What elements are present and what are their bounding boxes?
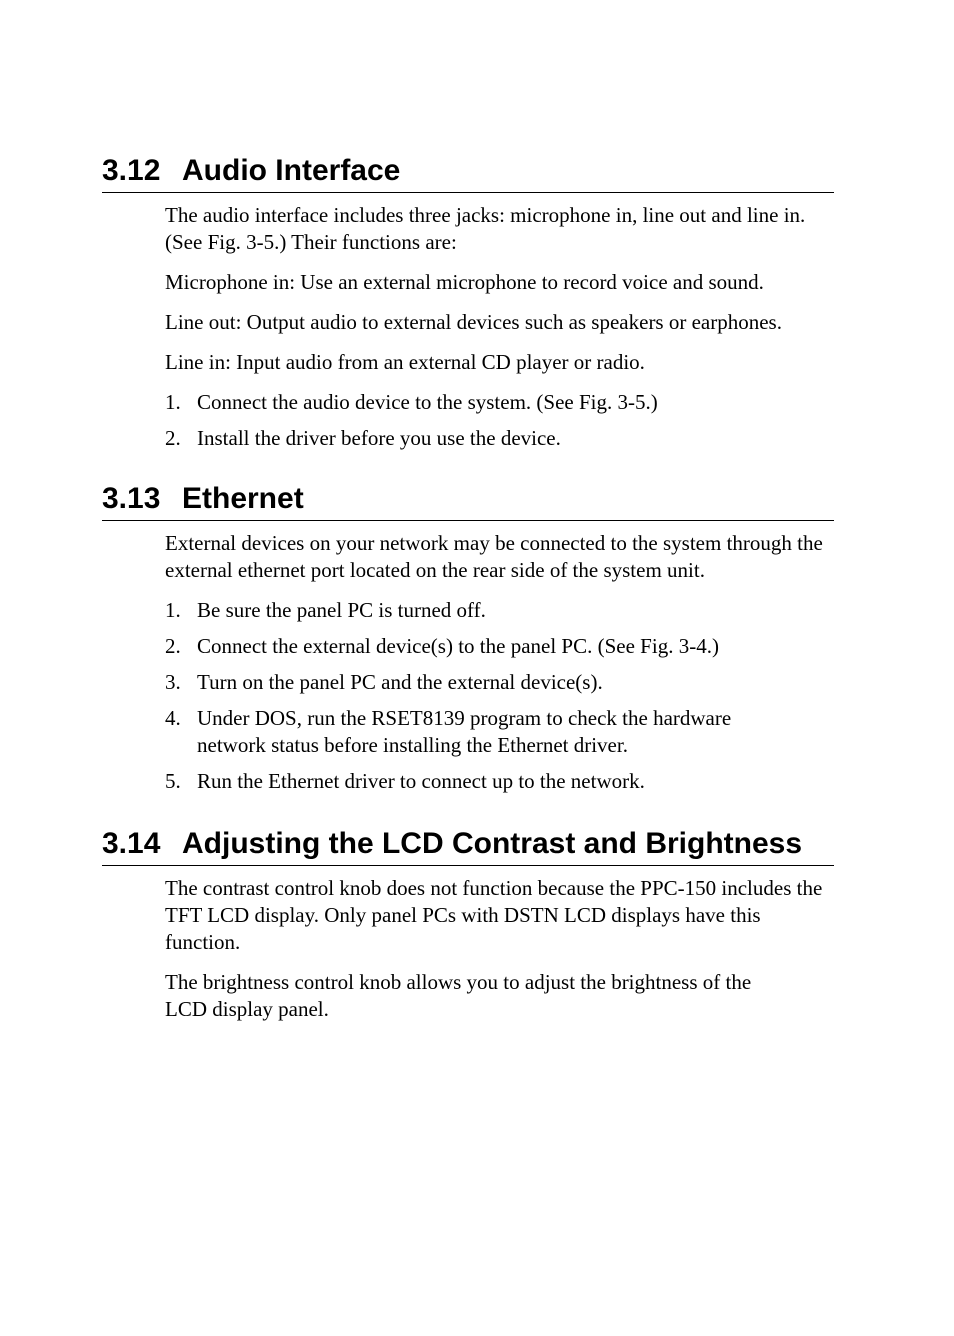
paragraph: Microphone in: Use an external microphone to record voice and sound. [165, 270, 764, 294]
list-item-text: Run the Ethernet driver to connect up to the network. [197, 769, 645, 793]
section-title: Ethernet [182, 482, 304, 515]
list-item [165, 597, 834, 624]
section-ethernet [102, 482, 834, 795]
section-body [165, 202, 834, 452]
section-heading [102, 482, 834, 521]
list-item-number: 1. [165, 390, 181, 414]
paragraph: The contrast control knob does not function because the PPC-150 includes the TFT LCD display. Only panel PCs with DSTN LCD displays have this function. [165, 876, 823, 954]
list-item [165, 389, 834, 416]
section-title: Audio Interface [182, 154, 401, 187]
section-body [165, 875, 834, 1023]
list-item-text: Turn on the panel PC and the external device(s). [197, 670, 603, 694]
paragraph: External devices on your network may be connected to the system through the external ethernet port located on the rear side of the system unit. [165, 531, 823, 582]
list-item-number: 3. [165, 670, 181, 694]
section-heading [102, 827, 834, 866]
list-item-number: 4. [165, 706, 181, 730]
list-item-text: Install the driver before you use the device. [197, 426, 561, 450]
list-item-text: Be sure the panel PC is turned off. [197, 598, 486, 622]
section-title: Adjusting the LCD Contrast and Brightness [182, 827, 803, 860]
list-item-text: Under DOS, run the RSET8139 program to check the hardware network status before installing the Ethernet driver. [197, 706, 732, 757]
section-number: 3.13 [102, 482, 161, 515]
paragraph: The audio interface includes three jacks: microphone in, line out and line in. (See Fig. 3-5.) Their functions are: [165, 203, 806, 254]
section-number: 3.14 [102, 827, 161, 860]
list-item-number: 2. [165, 634, 181, 658]
list-item-number: 2. [165, 426, 181, 450]
list-item [165, 705, 834, 759]
section-lcd-contrast-brightness [102, 827, 834, 1023]
section-number: 3.12 [102, 154, 161, 187]
paragraph: Line out: Output audio to external devices such as speakers or earphones. [165, 310, 782, 334]
section-heading [102, 154, 834, 193]
list-item-number: 5. [165, 769, 181, 793]
section-audio-interface [102, 154, 834, 452]
list-item-text: Connect the audio device to the system. (See Fig. 3-5.) [197, 390, 658, 414]
list-item [165, 768, 834, 795]
list-item [165, 633, 834, 660]
list-item-number: 1. [165, 598, 181, 622]
list-item [165, 425, 834, 452]
list-item-text: Connect the external device(s) to the panel PC. (See Fig. 3-4.) [197, 634, 719, 658]
paragraph: The brightness control knob allows you to adjust the brightness of the LCD display panel. [165, 970, 752, 1021]
paragraph: Line in: Input audio from an external CD player or radio. [165, 350, 645, 374]
list-item [165, 669, 834, 696]
section-body [165, 530, 834, 795]
